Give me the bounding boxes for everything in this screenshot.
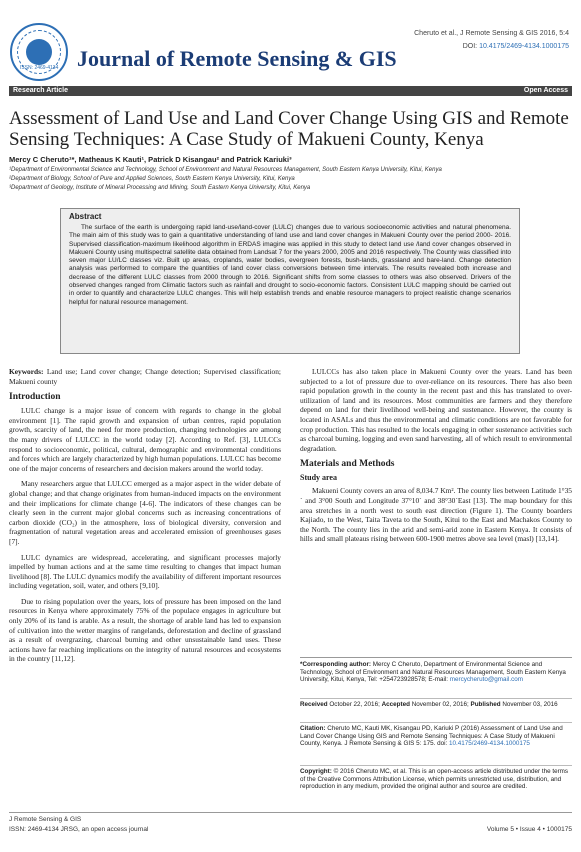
- journal-logo: [10, 23, 68, 81]
- copyright-label: Copyright:: [300, 768, 332, 775]
- note-divider: [300, 722, 572, 723]
- left-column: [9, 367, 281, 670]
- corr-label: *Corresponding author:: [300, 661, 372, 668]
- footer-divider: [9, 812, 572, 813]
- copyright-note: [300, 768, 570, 791]
- journal-title: Journal of Remote Sensing & GIS: [77, 46, 397, 71]
- footer-volume: Volume 5 • Issue 4 • 1000175: [486, 826, 572, 833]
- footer-issn: ISSN: 2469-4134 JRSG, an open access journal: [9, 826, 149, 833]
- abstract-text: The surface of the earth is undergoing rapid land-use/land-cover (LULC) changes due to various socioeconomic activities and natural phenomena. The main aim of this study was to gain a quantitative understanding of land use and land cover changes in Makueni County over the period 2000- 2016. Supervised classification-maximum likelihood algorithm in ERDAS imagine was applied in this study to detect land use /land cover changes observed in Makueni County using multispectral satellite data obtained from Landsat 7 for the years 2000, 2005 and 2016 respectively. The County was classified into seven major LU/LC classes viz. Built up areas, croplands, water bodies, evergreen forests, bush-lands, grassland and bare-land. Change detection analysis was performed to compare the quantities of land cover class conversions between time intervals. The results revealed both increase and decrease of the different LULC classes from 2000 through to 2016. Significant shifts from some classes to others was also observed. Drivers of the observed changes ranged from Climatic factors such as rainfall and drought to socio-economic factors. Consistent LULC mapping should be carried out in order to quantify and characterize LULC changes. This will help establish trends and enable resource managers to project realistic change scenarios helpful for natural resource management.: [69, 224, 511, 306]
- corresponding-author-note: [300, 661, 570, 684]
- doi-line: [463, 43, 569, 50]
- copyright-text: © 2016 Cheruto MC, et al. This is an open-access article distributed under the terms of the Creative Commons Attribution License, which permits unrestricted use, distribution, and reproduction in any medium, provided the original author and source are credited.: [300, 768, 569, 791]
- study-area-heading: Study area: [300, 473, 337, 483]
- right-column: [300, 367, 572, 550]
- keywords-text: Land use; Land cover change; Change detection; Supervised classification; Makueni county: [9, 367, 281, 386]
- accepted-date: November 02, 2016;: [411, 701, 469, 708]
- note-divider: [300, 765, 572, 766]
- received-label: Received: [300, 701, 328, 708]
- doi-link[interactable]: 10.4175/2469-4134.1000175: [479, 43, 569, 50]
- intro-paragraph-3: LULC dynamics are widespread, accelerating, and significant processes majorly impelled by human actions and at the same time resulting to changes that impact human livelihood [8]. The LULC dynamics modify the availability of different important resources including vegetation, soil, water, and others [9,10].: [9, 552, 281, 591]
- study-area-paragraph: Makueni County covers an area of 8,034.7 Km². The county lies between Latitude 1°35´ and 3°00 South and Longitude 37°10´ and 38°30´East [13]. The map boundary for this area stretches in a north west to south east direction (Figure 1). The County boarders Kajiado, to the West, Taita Taveta to the South, Kitui to the East and Machakos County to the North. The county lies in the arid and semi-arid zone in Eastern Kenya. It consists of hills and small plateaus rising between 600-1900 metres above sea level (masl) [13,14].: [300, 486, 572, 544]
- citation-label: Citation:: [300, 725, 326, 732]
- right-paragraph-1: LULCCs has also taken place in Makueni County over the years. Land has been subjected to a lot of pressure due to over-reliance on its resources. There has also been rapid population growth in the county in the recent past and this has translated to over-utilization of land and its resources. Most communities are farmers and they therefore depend on land for their livelihood well-being and sustenance. However, the county is located in ASALs and thus the environmental and climatic conditions are not favorable for crop production. This has resulted to the locals engaging in other sustenance activities such as charcoal burning, logging and even sand harvesting, all of which result to environmental degradation.: [300, 367, 572, 453]
- affiliation-3: ³Department of Geology, Institute of Mineral Processing and Mining, South Eastern Kenya University, Kitui, Kenya: [9, 185, 311, 191]
- open-access-label: Open Access: [523, 87, 568, 94]
- intro-heading: Introduction: [9, 392, 61, 403]
- footer-journal: J Remote Sensing & GIS: [9, 816, 82, 823]
- published-date: November 03, 2016: [502, 701, 558, 708]
- intro-paragraph-2: Many researchers argue that LULCC emerged as a major aspect in the wider debate of global change; and that change originates from human-induced impacts on the environment and their implications for climate change [4-6]. The indicators of these changes can be clearly seen in the current major global concerns such as increasing concentrations of carbon dioxide (CO₂) in the atmosphere, loss of biological diversity, conversion and fragmentation of natural vegetation areas and accelerated emission of greenhouses gases [7].: [9, 479, 281, 546]
- methods-heading: Materials and Methods: [300, 459, 395, 470]
- keywords: [9, 367, 281, 386]
- affiliation-2: ²Department of Biology, School of Pure and Applied Sciences, South Eastern Kenya University, Kitui, Kenya: [9, 176, 295, 182]
- affiliation-1: ¹Department of Environmental Science and Technology, School of Environment and Natural Resources Management, South Eastern Kenya University, Kitui, Kenya: [9, 167, 442, 173]
- doi-label: DOI:: [462, 43, 478, 50]
- research-article-label: Research Article: [13, 87, 68, 94]
- note-divider: [300, 698, 572, 699]
- abstract-heading: Abstract: [69, 212, 102, 221]
- citation-note: [300, 725, 570, 748]
- citation-line: Cheruto et al., J Remote Sensing & GIS 2016, 5:4: [414, 30, 569, 37]
- notes-divider: [300, 657, 572, 658]
- author-list: Mercy C Cheruto¹*, Matheaus K Kauti¹, Patrick D Kisangau² and Patrick Kariuki³: [9, 155, 292, 164]
- citation-doi-link[interactable]: 10.4175/2469-4134.1000175: [449, 740, 530, 748]
- logo-issn: ISSN: 2469-4134: [20, 65, 59, 71]
- keywords-label: Keywords:: [9, 367, 44, 376]
- published-label: Published: [470, 701, 501, 708]
- article-type-bar: [9, 86, 572, 96]
- article-title: Assessment of Land Use and Land Cover Change Using GIS and Remote Sensing Techniques: A Case Study of Makueni County, Kenya: [9, 108, 569, 150]
- received-date: October 22, 2016;: [329, 701, 380, 708]
- accepted-label: Accepted: [381, 701, 410, 708]
- intro-paragraph-1: LULC change is a major issue of concern with regards to change in the global environment [1]. The rapid growth and expansion of urban centres, rapid population growth, scarcity of land, the need for more production, changing technologies are among the many drivers of LULCC in the world today [2]. According to Ref. [3], LULCCs respond to socioeconomic, political, cultural, demographic and environmental conditions and forces which are largely characterized by high human populations. LULCC has become one of the major concerns of researchers and decision makers around the world today.: [9, 406, 281, 473]
- citation-text: Cheruto MC, Kauti MK, Kisangau PD, Kariuki P (2016) Assessment of Land Use and Land Cover Change Using GIS and Remote Sensing Techniques: A Case Study of Makueni County, Kenya. J Remote Sensing & GIS 5: 175. doi:: [300, 725, 563, 748]
- intro-paragraph-4: Due to rising population over the years, lots of pressure has been imposed on the land resources in Kenya where approximately 75% of the populace engages in agriculture but only 20% of its land is arable. As a result, the shortage of arable land has led to expansion of cultivation into the wetter margins of rangelands, deforestation and decline of grassland as a result of overgrazing, charcoal burning and other unsustainable land uses. These actions have far reaching implications on the integrity of natural resources and ecosystems in the country [11,12].: [9, 596, 281, 664]
- abstract-box: [60, 208, 520, 354]
- globe-icon: [26, 39, 52, 65]
- corr-text: Mercy C Cheruto, Department of Environmental Science and Technology, School of Environment and Natural Resources Management, South Eastern Kenya University, Kitui, Kenya, Tel: +254723928578; E-mail:: [300, 661, 566, 684]
- dates-note: [300, 701, 570, 709]
- corr-email-link[interactable]: mercycheruto@gmail.com: [449, 676, 523, 684]
